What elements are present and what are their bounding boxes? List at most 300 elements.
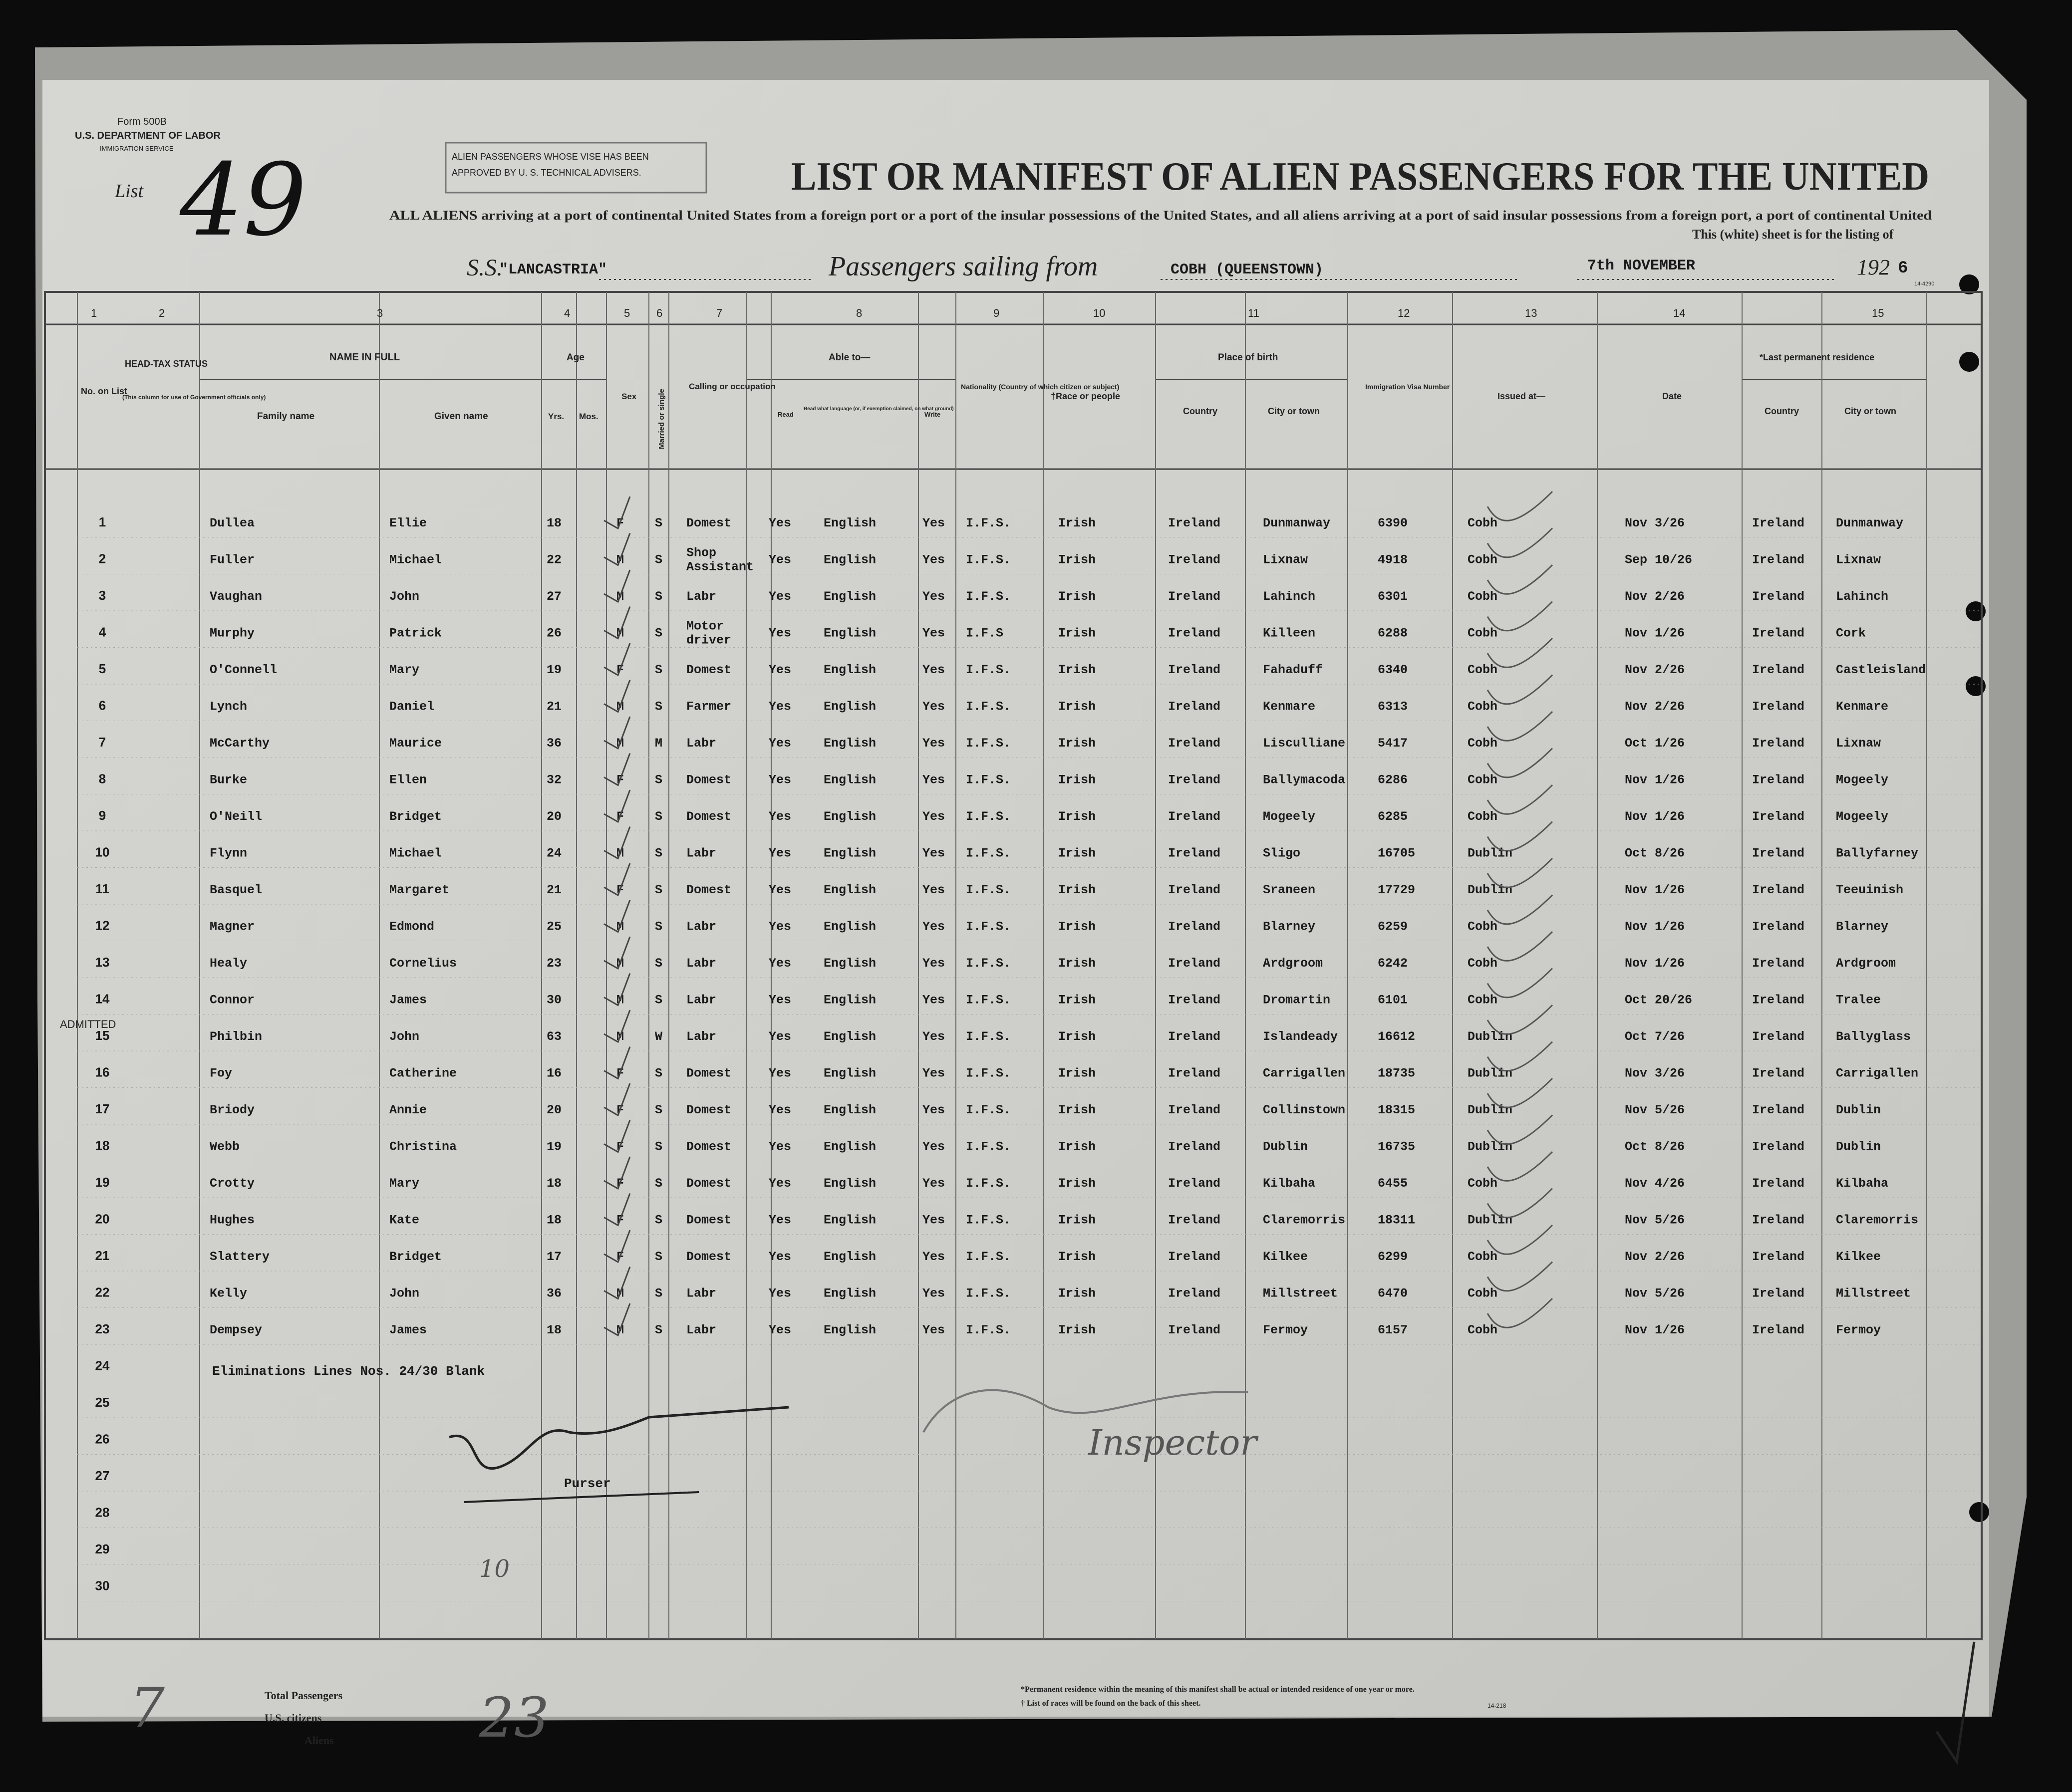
residence-city: Blarney	[1836, 919, 1889, 934]
nationality: I.F.S.	[966, 1066, 1011, 1081]
language: English	[824, 516, 877, 530]
header-married: Married or single	[657, 389, 666, 449]
language: English	[824, 993, 877, 1008]
age: 21	[547, 699, 562, 714]
visa-number: 6313	[1378, 699, 1408, 714]
race: Irish	[1058, 552, 1096, 567]
sex: F	[616, 516, 624, 530]
can-write: Yes	[922, 626, 945, 641]
residence-country: Ireland	[1752, 883, 1805, 897]
language: English	[824, 1103, 877, 1117]
language: English	[824, 663, 877, 677]
race: Irish	[1058, 993, 1096, 1008]
visa-issued-at: Dublin	[1468, 1213, 1513, 1228]
occupation: Domest	[686, 772, 732, 787]
family-name: Briody	[210, 1103, 255, 1117]
header-issued-at: Issued at—	[1497, 391, 1546, 401]
race: Irish	[1058, 1250, 1096, 1264]
language: English	[824, 1323, 877, 1337]
visa-issued-at: Cobh	[1468, 699, 1498, 714]
can-read: Yes	[769, 846, 792, 861]
header-family-name: Family name	[257, 411, 315, 422]
residence-country: Ireland	[1752, 772, 1805, 787]
svg-text:12: 12	[1398, 307, 1410, 319]
birth-country: Ireland	[1168, 956, 1221, 971]
birth-country: Ireland	[1168, 552, 1221, 567]
occupation: Domest	[686, 1176, 732, 1191]
can-write: Yes	[922, 1250, 945, 1264]
visa-issued-at: Cobh	[1468, 809, 1498, 824]
birth-city: Ardgroom	[1263, 956, 1323, 971]
sex: M	[616, 1286, 624, 1301]
manifest-subtitle-2: This (white) sheet is for the listing of	[1692, 227, 1894, 242]
can-write: Yes	[922, 699, 945, 714]
visa-issued-at: Cobh	[1468, 626, 1498, 641]
visa-number: 6157	[1378, 1323, 1408, 1337]
birth-country: Ireland	[1168, 626, 1221, 641]
us-citizens-label: U.S. citizens	[265, 1712, 322, 1724]
manifest-title: LIST OR MANIFEST OF ALIEN PASSENGERS FOR THE UNITED	[791, 155, 1929, 199]
nationality: I.F.S.	[966, 846, 1011, 861]
age: 24	[547, 846, 562, 861]
marital-status: S	[655, 699, 663, 714]
header-country: Country	[1183, 406, 1217, 416]
birth-country: Ireland	[1168, 772, 1221, 787]
nationality: I.F.S.	[966, 699, 1011, 714]
family-name: Flynn	[210, 846, 248, 861]
given-name: Bridget	[389, 809, 442, 824]
sex: M	[616, 993, 624, 1008]
age: 18	[547, 516, 562, 530]
sex: F	[616, 1176, 624, 1191]
row-number: 6	[98, 698, 106, 713]
visa-issued-at: Cobh	[1468, 1250, 1498, 1264]
residence-city: Ballyglass	[1836, 1029, 1911, 1044]
birth-country: Ireland	[1168, 809, 1221, 824]
family-name: Basquel	[210, 883, 263, 897]
given-name: James	[389, 993, 427, 1008]
language: English	[824, 1176, 877, 1191]
residence-country: Ireland	[1752, 1323, 1805, 1337]
race: Irish	[1058, 846, 1096, 861]
birth-city: Kilkee	[1263, 1250, 1308, 1264]
header-sex: Sex	[621, 392, 637, 401]
nationality: I.F.S.	[966, 1286, 1011, 1301]
row-number: 7	[98, 735, 106, 750]
visa-date: Nov 1/26	[1625, 883, 1685, 897]
sex: M	[616, 736, 624, 751]
sex: F	[616, 1103, 624, 1117]
marital-status: S	[655, 589, 663, 604]
row-number: 18	[95, 1138, 110, 1153]
inspector-note: Inspector	[1088, 1422, 1257, 1463]
ship-name: "LANCASTRIA"	[499, 261, 607, 278]
birth-country: Ireland	[1168, 919, 1221, 934]
given-name: Daniel	[389, 699, 435, 714]
can-write: Yes	[922, 1139, 945, 1154]
race: Irish	[1058, 1066, 1096, 1081]
family-name: O'Neill	[210, 809, 263, 824]
residence-country: Ireland	[1752, 1213, 1805, 1228]
occupation: Labr	[686, 993, 717, 1008]
header-able-to: Able to—	[829, 352, 871, 363]
given-name: Patrick	[389, 626, 442, 641]
can-read: Yes	[769, 552, 792, 567]
corner-code: 14-4290	[1914, 281, 1935, 287]
given-name: James	[389, 1323, 427, 1337]
birth-city: Claremorris	[1263, 1213, 1346, 1228]
visa-date: Nov 2/26	[1625, 589, 1685, 604]
occupation: Domest	[686, 516, 732, 530]
occupation: Labr	[686, 846, 717, 861]
can-write: Yes	[922, 1213, 945, 1228]
age: 16	[547, 1066, 562, 1081]
birth-country: Ireland	[1168, 1250, 1221, 1264]
header-age: Age	[567, 352, 585, 363]
can-read: Yes	[769, 883, 792, 897]
residence-country: Ireland	[1752, 516, 1805, 530]
birth-country: Ireland	[1168, 516, 1221, 530]
birth-country: Ireland	[1168, 1139, 1221, 1154]
residence-city: Kenmare	[1836, 699, 1889, 714]
marital-status: S	[655, 1103, 663, 1117]
occupation: Domest	[686, 809, 732, 824]
language: English	[824, 626, 877, 641]
visa-issued-at: Cobh	[1468, 772, 1498, 787]
visa-date: Nov 1/26	[1625, 772, 1685, 787]
given-name: Mary	[389, 1176, 420, 1191]
birth-city: Dunmanway	[1263, 516, 1331, 530]
manifest-subtitle: ALL ALIENS arriving at a port of continental United States from a foreign port or a port of the insular possessions of the United States, and all aliens arriving at a port of said insular possessions from a foreign port, a port of continental United	[389, 208, 1932, 223]
marital-status: S	[655, 1323, 663, 1337]
header-date: Date	[1662, 391, 1682, 401]
given-name: Michael	[389, 846, 442, 861]
svg-text:2: 2	[159, 307, 165, 319]
race: Irish	[1058, 1103, 1096, 1117]
occupation: Shop Assistant	[686, 545, 754, 574]
family-name: Murphy	[210, 626, 255, 641]
handwritten-total: 23	[479, 1686, 549, 1750]
can-write: Yes	[922, 663, 945, 677]
row-number: 25	[95, 1395, 110, 1410]
nationality: I.F.S.	[966, 1250, 1011, 1264]
visa-date: Nov 2/26	[1625, 663, 1685, 677]
visa-number: 4918	[1378, 552, 1408, 567]
sailing-date: 7th NOVEMBER	[1587, 257, 1696, 274]
can-read: Yes	[769, 626, 792, 641]
family-name: Burke	[210, 772, 248, 787]
residence-city: Lixnaw	[1836, 736, 1881, 751]
family-name: Connor	[210, 993, 255, 1008]
marital-status: S	[655, 1139, 663, 1154]
residence-city: Mogeely	[1836, 809, 1889, 824]
row-number: 24	[95, 1358, 110, 1373]
sex: M	[616, 846, 624, 861]
header-head-tax: HEAD-TAX STATUS	[125, 359, 208, 369]
nationality: I.F.S.	[966, 1103, 1011, 1117]
header-place-of-birth: Place of birth	[1218, 352, 1278, 363]
visa-date: Nov 2/26	[1625, 1250, 1685, 1264]
sex: M	[616, 919, 624, 934]
visa-date: Nov 1/26	[1625, 919, 1685, 934]
occupation: Domest	[686, 1213, 732, 1228]
visa-number: 6242	[1378, 956, 1408, 971]
occupation: Labr	[686, 1029, 717, 1044]
can-read: Yes	[769, 699, 792, 714]
age: 26	[547, 626, 562, 641]
visa-date: Nov 2/26	[1625, 699, 1685, 714]
port-of-departure: COBH (QUEENSTOWN)	[1171, 261, 1324, 278]
row-number: 5	[98, 661, 106, 676]
can-write: Yes	[922, 1176, 945, 1191]
visa-issued-at: Dublin	[1468, 883, 1513, 897]
given-name: Catherine	[389, 1066, 457, 1081]
visa-issued-at: Dublin	[1468, 1066, 1513, 1081]
svg-text:8: 8	[856, 307, 863, 319]
footnote-races: † List of races will be found on the back of this sheet.	[1021, 1699, 1201, 1708]
row-number: 15	[95, 1028, 110, 1043]
family-name: Foy	[210, 1066, 233, 1081]
given-name: Bridget	[389, 1250, 442, 1264]
row-number: 29	[95, 1541, 110, 1556]
header-read: Read	[778, 411, 794, 418]
family-name: Healy	[210, 956, 248, 971]
visa-number: 16612	[1378, 1029, 1416, 1044]
residence-city: Teeuinish	[1836, 883, 1904, 897]
birth-city: Fermoy	[1263, 1323, 1308, 1337]
language: English	[824, 772, 877, 787]
sex: M	[616, 552, 624, 567]
sailing-label: Passengers sailing from	[829, 251, 1098, 282]
language: English	[824, 846, 877, 861]
visa-issued-at: Cobh	[1468, 589, 1498, 604]
header-race: †Race or people	[1051, 391, 1121, 401]
visa-date: Nov 1/26	[1625, 626, 1685, 641]
language: English	[824, 589, 877, 604]
residence-city: Dunmanway	[1836, 516, 1904, 530]
given-name: John	[389, 1286, 420, 1301]
residence-country: Ireland	[1752, 1066, 1805, 1081]
visa-date: Nov 1/26	[1625, 809, 1685, 824]
occupation: Labr	[686, 736, 717, 751]
nationality: I.F.S	[966, 626, 1004, 641]
row-number: 12	[95, 918, 110, 933]
visa-date: Oct 1/26	[1625, 736, 1685, 751]
sex: M	[616, 956, 624, 971]
can-read: Yes	[769, 736, 792, 751]
svg-text:11: 11	[1248, 307, 1259, 319]
birth-city: Lahinch	[1263, 589, 1316, 604]
can-write: Yes	[922, 1286, 945, 1301]
occupation: Domest	[686, 1250, 732, 1264]
marital-status: S	[655, 956, 663, 971]
can-read: Yes	[769, 663, 792, 677]
can-read: Yes	[769, 1250, 792, 1264]
row-number: 1	[98, 514, 106, 529]
visa-date: Nov 5/26	[1625, 1213, 1685, 1228]
header-read-language: Read what language (or, if exemption claimed, on what ground)	[804, 406, 954, 412]
can-write: Yes	[922, 552, 945, 567]
svg-text:3: 3	[377, 307, 383, 319]
visa-issued-at: Dublin	[1468, 1029, 1513, 1044]
visa-issued-at: Cobh	[1468, 956, 1498, 971]
visa-issued-at: Cobh	[1468, 1323, 1498, 1337]
can-read: Yes	[769, 809, 792, 824]
row-number: 3	[98, 588, 106, 603]
can-write: Yes	[922, 956, 945, 971]
marital-status: W	[655, 1029, 663, 1044]
header-name-in-full: NAME IN FULL	[329, 352, 400, 363]
birth-country: Ireland	[1168, 993, 1221, 1008]
visa-issued-at: Cobh	[1468, 552, 1498, 567]
birth-city: Kilbaha	[1263, 1176, 1316, 1191]
visa-number: 6340	[1378, 663, 1408, 677]
age: 23	[547, 956, 562, 971]
occupation: Labr	[686, 956, 717, 971]
residence-country: Ireland	[1752, 663, 1805, 677]
marital-status: S	[655, 883, 663, 897]
age: 19	[547, 663, 562, 677]
birth-country: Ireland	[1168, 1103, 1221, 1117]
race: Irish	[1058, 699, 1096, 714]
birth-country: Ireland	[1168, 663, 1221, 677]
residence-city: Kilbaha	[1836, 1176, 1889, 1191]
age: 25	[547, 919, 562, 934]
birth-country: Ireland	[1168, 1066, 1221, 1081]
birth-city: Dromartin	[1263, 993, 1331, 1008]
can-read: Yes	[769, 919, 792, 934]
residence-country: Ireland	[1752, 699, 1805, 714]
occupation: Motor driver	[686, 619, 732, 648]
occupation: Domest	[686, 1066, 732, 1081]
visa-issued-at: Dublin	[1468, 1139, 1513, 1154]
birth-city: Islandeady	[1263, 1029, 1338, 1044]
svg-text:7: 7	[716, 307, 723, 319]
given-name: John	[389, 589, 420, 604]
given-name: Kate	[389, 1213, 420, 1228]
visa-number: 6288	[1378, 626, 1408, 641]
given-name: John	[389, 1029, 420, 1044]
sex: F	[616, 772, 624, 787]
marital-status: S	[655, 772, 663, 787]
row-number: 13	[95, 955, 110, 970]
marital-status: M	[655, 736, 663, 751]
visa-issued-at: Cobh	[1468, 736, 1498, 751]
visa-date: Nov 1/26	[1625, 956, 1685, 971]
sex: F	[616, 663, 624, 677]
can-write: Yes	[922, 919, 945, 934]
residence-city: Tralee	[1836, 993, 1881, 1008]
race: Irish	[1058, 809, 1096, 824]
header-no-on-list: No. on List	[81, 386, 127, 396]
visa-issued-at: Cobh	[1468, 663, 1498, 677]
birth-city: Ballymacoda	[1263, 772, 1346, 787]
svg-text:6: 6	[656, 307, 663, 319]
residence-city: Carrigallen	[1836, 1066, 1919, 1081]
svg-text:9: 9	[993, 307, 1000, 319]
family-name: Dullea	[210, 516, 255, 530]
birth-country: Ireland	[1168, 1323, 1221, 1337]
given-name: Ellen	[389, 772, 427, 787]
visa-date: Oct 20/26	[1625, 993, 1693, 1008]
birth-city: Kenmare	[1263, 699, 1316, 714]
race: Irish	[1058, 736, 1096, 751]
can-read: Yes	[769, 516, 792, 530]
marital-status: S	[655, 663, 663, 677]
marital-status: S	[655, 846, 663, 861]
marital-status: S	[655, 809, 663, 824]
race: Irish	[1058, 663, 1096, 677]
residence-city: Mogeely	[1836, 772, 1889, 787]
race: Irish	[1058, 919, 1096, 934]
residence-city: Fermoy	[1836, 1323, 1881, 1337]
family-name: Vaughan	[210, 589, 263, 604]
race: Irish	[1058, 1323, 1096, 1337]
visa-number: 6455	[1378, 1176, 1408, 1191]
can-read: Yes	[769, 1323, 792, 1337]
list-number: 49	[180, 142, 307, 258]
residence-city: Dublin	[1836, 1103, 1881, 1117]
age: 32	[547, 772, 562, 787]
family-name: McCarthy	[210, 736, 270, 751]
svg-text:10: 10	[1093, 307, 1106, 319]
row-number: 2	[98, 551, 106, 566]
birth-city: Millstreet	[1263, 1286, 1338, 1301]
ss-label: S.S.	[467, 255, 503, 281]
occupation: Domest	[686, 883, 732, 897]
nationality: I.F.S.	[966, 516, 1011, 530]
birth-country: Ireland	[1168, 699, 1221, 714]
visa-date: Nov 3/26	[1625, 1066, 1685, 1081]
svg-text:APPROVED BY U. S. TECHNICAL AD: APPROVED BY U. S. TECHNICAL ADVISERS.	[452, 168, 641, 178]
residence-country: Ireland	[1752, 993, 1805, 1008]
nationality: I.F.S.	[966, 736, 1011, 751]
residence-country: Ireland	[1752, 552, 1805, 567]
svg-text:4: 4	[564, 307, 571, 319]
residence-city: Lixnaw	[1836, 552, 1881, 567]
sex: F	[616, 1213, 624, 1228]
header-city: City or town	[1268, 406, 1320, 416]
sex: F	[616, 1066, 624, 1081]
year-suffix: 6	[1898, 259, 1908, 278]
residence-country: Ireland	[1752, 1176, 1805, 1191]
visa-issued-at: Dublin	[1468, 846, 1513, 861]
marital-status: S	[655, 1286, 663, 1301]
sex: M	[616, 1029, 624, 1044]
marital-status: S	[655, 516, 663, 530]
svg-text:1: 1	[91, 307, 97, 319]
row-number: 23	[95, 1321, 110, 1336]
age: 30	[547, 993, 562, 1008]
department-name: U.S. DEPARTMENT OF LABOR	[75, 130, 221, 141]
aliens-label: Aliens	[304, 1734, 334, 1747]
given-name: Mary	[389, 663, 420, 677]
visa-issued-at: Cobh	[1468, 993, 1498, 1008]
residence-country: Ireland	[1752, 736, 1805, 751]
marital-status: S	[655, 919, 663, 934]
sex: F	[616, 809, 624, 824]
visa-number: 5417	[1378, 736, 1408, 751]
age: 18	[547, 1323, 562, 1337]
visa-number: 17729	[1378, 883, 1416, 897]
residence-country: Ireland	[1752, 589, 1805, 604]
age: 36	[547, 1286, 562, 1301]
family-name: Magner	[210, 919, 255, 934]
can-read: Yes	[769, 1286, 792, 1301]
visa-date: Oct 8/26	[1625, 1139, 1685, 1154]
visa-date: Oct 8/26	[1625, 846, 1685, 861]
visa-number: 6390	[1378, 516, 1408, 530]
